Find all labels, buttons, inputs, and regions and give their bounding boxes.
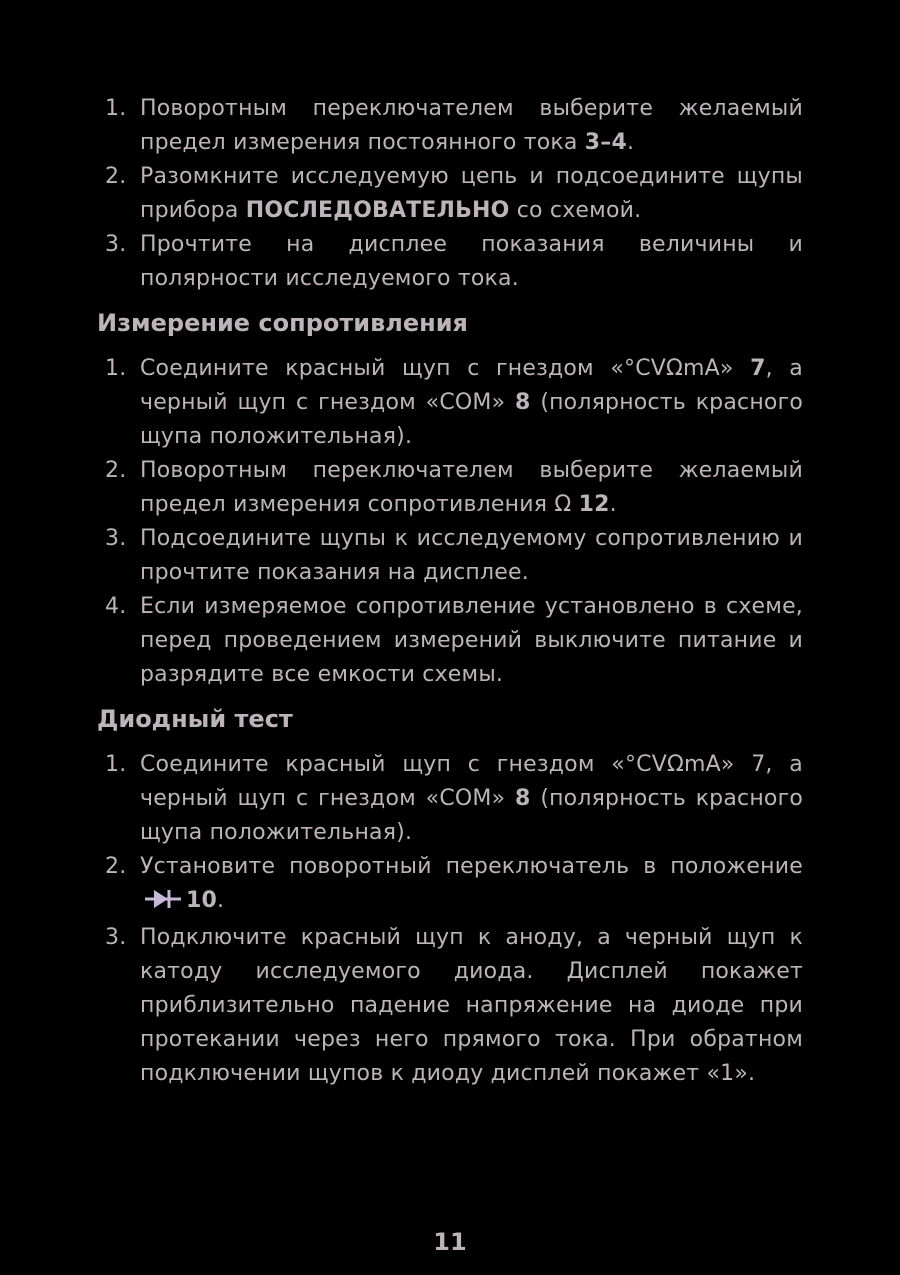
diode-symbol-icon (144, 887, 182, 921)
manual-page (97, 92, 803, 1091)
step-text: Соедините красный щуп с гнездом «°CVΩmA» 7, а черный щуп с гнездом «COM» (140, 752, 803, 811)
list-item (97, 454, 803, 522)
step-text: , а черный щуп с гнездом «COM» (140, 356, 803, 415)
resistance-steps (97, 352, 803, 692)
step-ref: 3–4 (584, 130, 627, 155)
step-ref: 8 (515, 786, 531, 811)
step-number: 2. (105, 164, 127, 189)
list-item (97, 92, 803, 160)
diode-test-steps (97, 748, 803, 1091)
step-number: 3. (105, 925, 127, 950)
step-text: Установите поворотный переключатель в положение (140, 854, 803, 879)
step-ref: 12 (578, 492, 610, 517)
list-item (97, 352, 803, 454)
step-text: . (626, 130, 635, 155)
step-number: 1. (105, 96, 127, 121)
list-item (97, 522, 803, 590)
step-number: 1. (105, 356, 127, 381)
step-text: . (217, 888, 225, 913)
step-text: . (609, 492, 617, 517)
page-number: 11 (433, 1228, 467, 1256)
step-text: со схемой. (509, 198, 642, 223)
step-text: (полярность красного щупа положительная). (140, 786, 803, 845)
step-text: Подсоедините щупы к исследуемому сопротивлению и прочтите показания на дисплее. (140, 526, 803, 585)
list-item (97, 921, 803, 1091)
step-number: 4. (105, 594, 127, 619)
step-text: Если измеряемое сопротивление установлено в схеме, перед проведением измерений выключите питание и разрядите все емкости схемы. (140, 594, 803, 687)
step-text: Прочтите на дисплее показания величины и полярности исследуемого тока. (140, 232, 803, 291)
step-text: Разомкните исследуемую цепь и подсоедините щупы прибора (140, 164, 803, 223)
step-text: Подключите красный щуп к аноду, а черный щуп к катоду исследуемого диода. Дисплей покажет приблизительно падение напряжение на диоде при протекании через него прямого тока. При обратном подключении щупов к диоду дисплей покажет «1». (140, 925, 803, 1086)
step-text: Соедините красный щуп с гнездом «°CVΩmA» (140, 356, 751, 381)
section-title-diode-test: Диодный тест (97, 705, 293, 733)
list-item (97, 590, 803, 692)
step-number: 2. (105, 854, 127, 879)
step-number: 2. (105, 458, 127, 483)
dc-current-steps (97, 92, 803, 296)
step-number: 3. (105, 232, 127, 257)
list-item (97, 748, 803, 850)
list-item (97, 160, 803, 228)
step-number: 3. (105, 526, 127, 551)
step-text: (полярность красного щупа положительная). (140, 390, 803, 449)
step-emphasis: ПОСЛЕДОВАТЕЛЬНО (245, 198, 510, 223)
step-text: Поворотным переключателем выберите желаемый предел измерения постоянного тока (140, 96, 803, 155)
list-item (97, 228, 803, 296)
step-ref: 10 (186, 888, 218, 913)
step-ref: 7 (750, 356, 766, 381)
step-number: 1. (105, 752, 127, 777)
step-ref: 8 (515, 390, 531, 415)
list-item (97, 850, 803, 921)
step-text: Поворотным переключателем выберите желаемый предел измерения сопротивления Ω (140, 458, 803, 517)
section-title-resistance: Измерение сопротивления (97, 309, 468, 337)
